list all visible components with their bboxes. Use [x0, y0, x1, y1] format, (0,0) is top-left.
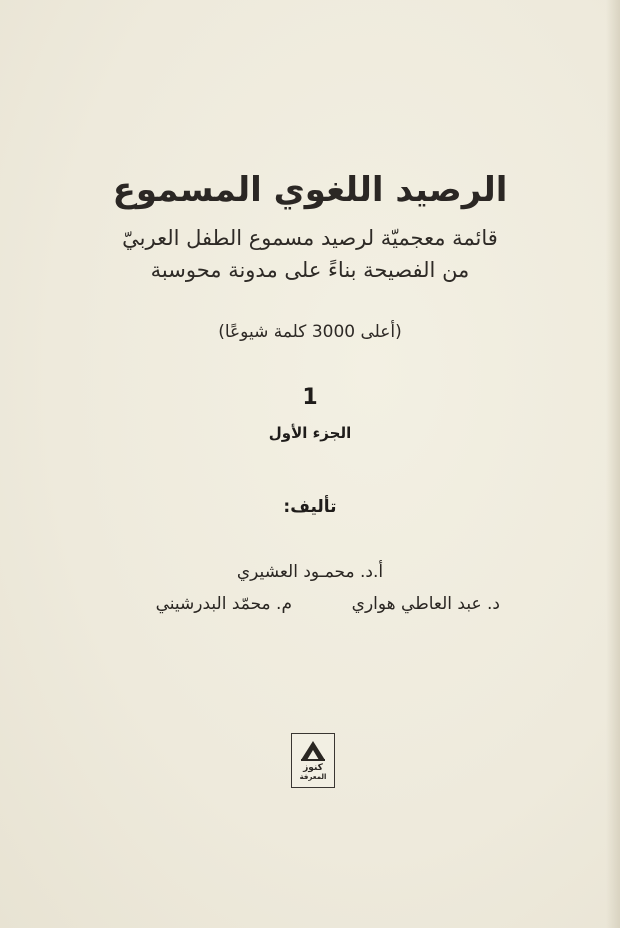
- volume-label: الجزء الأول: [268, 424, 352, 442]
- publisher-logo-icon: [299, 738, 327, 762]
- authors-heading: تأليف:: [283, 497, 337, 517]
- book-subtitle-line-2: من الفصيحة بناءً على مدونة محوسبة: [150, 258, 470, 282]
- book-scope-note: (أعلى 3000 كلمة شيوعًا): [218, 322, 402, 342]
- publisher-name: كنوز: [303, 763, 323, 773]
- publisher-subname: المعرفة: [299, 773, 327, 781]
- book-subtitle-line-1: قائمة معجميّة لرصيد مسموع الطفل العربيّ: [122, 226, 498, 250]
- author-name-3: م. محمّد البدرشيني: [155, 594, 292, 614]
- page-edge-shadow: [606, 0, 620, 928]
- author-name-1: أ.د. محمـود العشيري: [236, 562, 384, 582]
- volume-number: 1: [302, 385, 318, 410]
- author-name-2: د. عبد العاطي هواري: [351, 594, 500, 614]
- book-title: الرصيد اللغوي المسموع: [112, 170, 508, 210]
- publisher-logo: [291, 733, 335, 788]
